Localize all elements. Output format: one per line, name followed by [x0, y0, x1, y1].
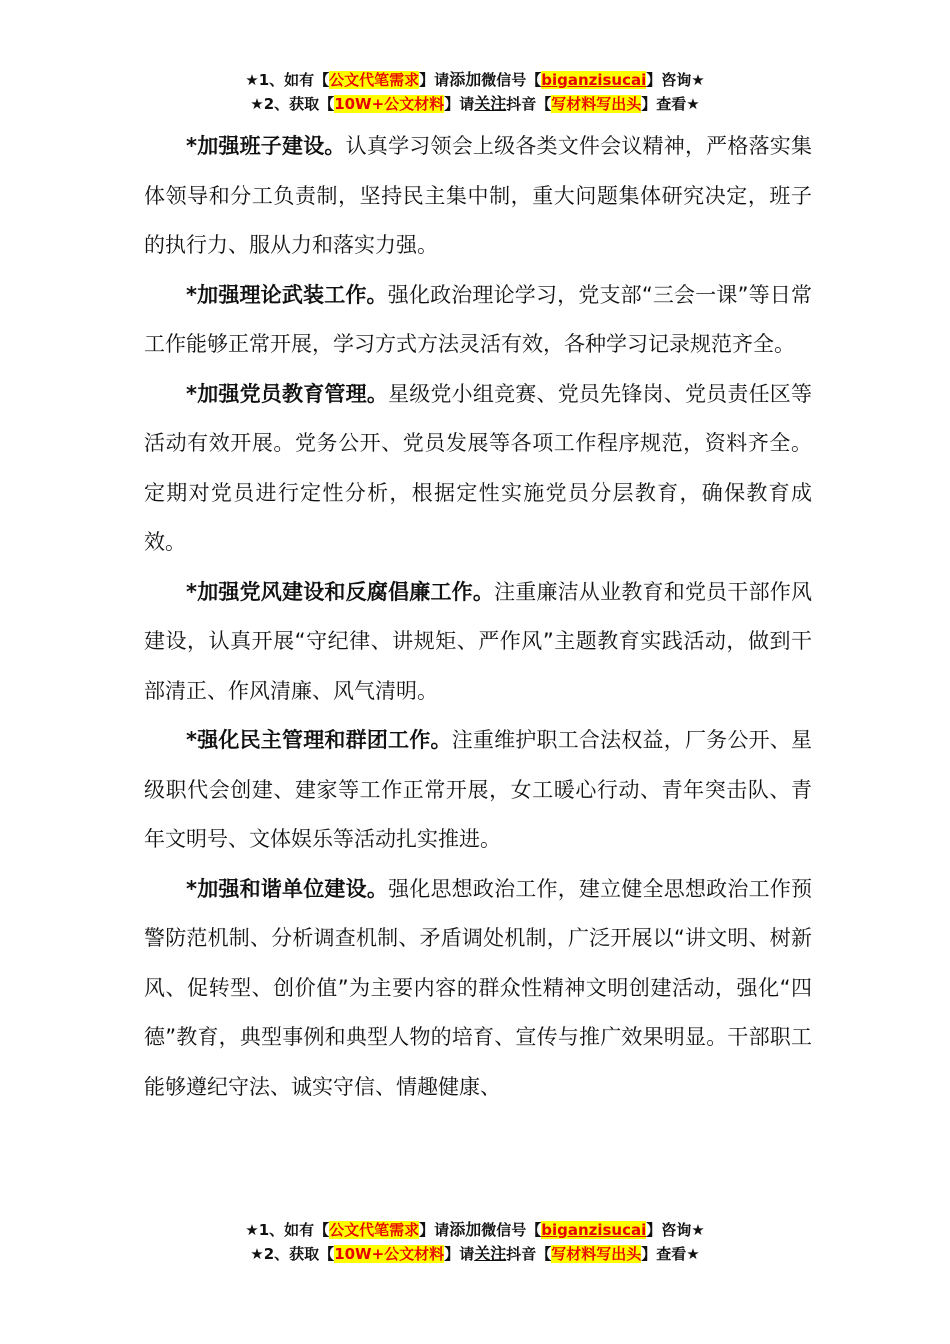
promo-douyin-id: 写材料写出头	[551, 1245, 642, 1263]
promo-wechat-id: biganzisucai	[541, 71, 647, 89]
paragraph	[144, 122, 812, 271]
paragraph	[144, 716, 812, 865]
promo-line-2	[0, 1242, 950, 1266]
promo-line-2	[0, 92, 950, 116]
promo-line-1	[0, 68, 950, 92]
promo-emphasis: 关注	[474, 94, 507, 113]
promo-emphasis: 添加	[449, 70, 482, 89]
promo-text: 】请	[419, 1221, 450, 1239]
promo-highlight: 10W+公文材料	[334, 1245, 445, 1263]
promo-text: 】请	[444, 1245, 475, 1263]
paragraph	[144, 865, 812, 1113]
promo-text: 】咨询★	[646, 71, 705, 89]
paragraph	[144, 568, 812, 717]
promo-highlight: 公文代笔需求	[329, 71, 420, 89]
paragraph-heading: *强化民主管理和群团工作。	[186, 728, 452, 752]
footer-promo-banner	[0, 1218, 950, 1266]
promo-text: 】查看★	[641, 1245, 700, 1263]
paragraph-text: 星级党小组竞赛、党员先锋岗、党员责任区等活动有效开展。党务公开、党员发展等各项工作程序规范，资料齐全。定期对党员进行定性分析，根据定性实施党员分层教育，确保教育成效。	[144, 381, 813, 554]
promo-text: 抖音【	[506, 1245, 552, 1263]
promo-text: 】咨询★	[646, 1221, 705, 1239]
promo-text: ★2、获取【	[250, 1245, 335, 1263]
document-body	[144, 122, 812, 1112]
promo-highlight: 10W+公文材料	[334, 95, 445, 113]
paragraph-text: 注重维护职工合法权益，厂务公开、星级职代会创建、建家等工作正常开展，女工暖心行动、青年突击队、青年文明号、文体娱乐等活动扎实推进。	[144, 728, 813, 851]
promo-emphasis: 关注	[474, 1244, 507, 1263]
promo-emphasis: 添加	[449, 1220, 482, 1239]
promo-text: 】请	[444, 95, 475, 113]
header-promo-banner	[0, 68, 950, 116]
promo-text: ★2、获取【	[250, 95, 335, 113]
paragraph-text: 认真学习领会上级各类文件会议精神，严格落实集体领导和分工负责制，坚持民主集中制，重大问题集体研究决定，班子的执行力、服从力和落实力强。	[144, 134, 813, 257]
paragraph-text: 强化思想政治工作，建立健全思想政治工作预警防范机制、分析调查机制、矛盾调处机制，广泛开展以“讲文明、树新风、促转型、创价值”为主要内容的群众性精神文明创建活动，强化“四德”教育，典型事例和典型人物的培育、宣传与推广效果明显。干部职工能够遵纪守法、诚实守信、情趣健康、	[144, 876, 813, 1099]
promo-text: 微信号【	[481, 1221, 542, 1239]
promo-text: 微信号【	[481, 71, 542, 89]
paragraph-text: 注重廉洁从业教育和党员干部作风建设，认真开展“守纪律、讲规矩、严作风”主题教育实践活动，做到干部清正、作风清廉、风气清明。	[144, 579, 812, 703]
promo-text: ★1、如有【	[245, 71, 330, 89]
promo-text: 抖音【	[506, 95, 552, 113]
paragraph-heading: *加强理论武装工作。	[186, 282, 388, 307]
paragraph-heading: *加强和谐单位建设。	[186, 876, 389, 901]
paragraph	[144, 370, 812, 568]
promo-line-1	[0, 1218, 950, 1242]
promo-douyin-id: 写材料写出头	[551, 95, 642, 113]
paragraph-heading: *加强班子建设。	[186, 134, 346, 158]
paragraph	[144, 271, 812, 370]
promo-text: ★1、如有【	[245, 1221, 330, 1239]
promo-text: 】请	[419, 71, 450, 89]
promo-highlight: 公文代笔需求	[329, 1221, 420, 1239]
paragraph-text: 强化政治理论学习，党支部“三会一课”等日常工作能够正常开展，学习方式方法灵活有效，各种学习记录规范齐全。	[144, 282, 812, 356]
promo-wechat-id: biganzisucai	[541, 1221, 647, 1239]
promo-text: 】查看★	[641, 95, 700, 113]
paragraph-heading: *加强党风建设和反腐倡廉工作。	[186, 579, 495, 604]
paragraph-heading: *加强党员教育管理。	[186, 381, 389, 406]
